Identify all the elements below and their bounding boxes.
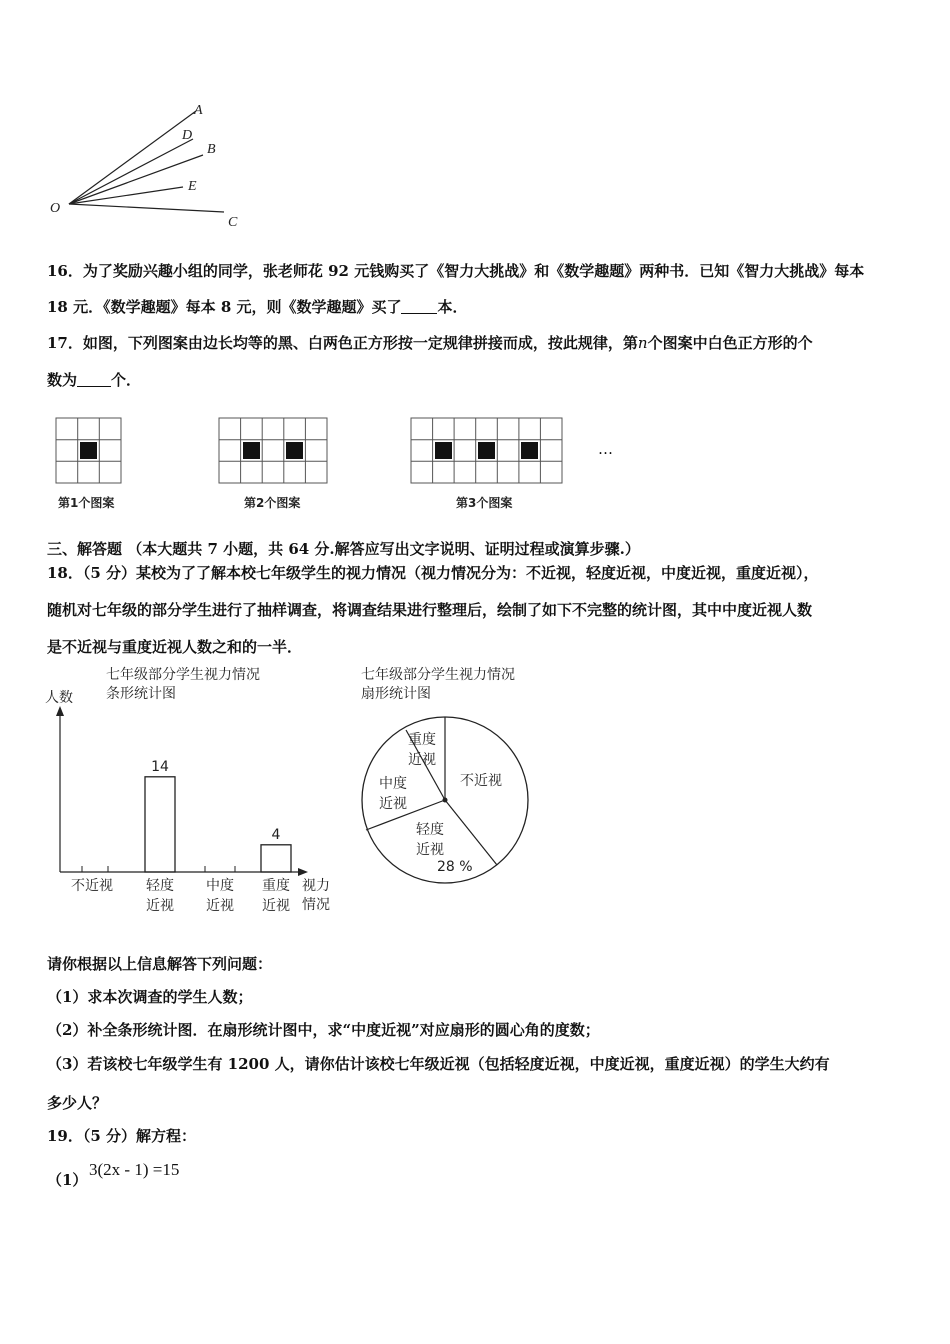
- q17-variable: n: [637, 334, 648, 352]
- bar-chart: [40, 684, 350, 919]
- pie-label-line: 近视: [416, 842, 444, 858]
- pattern-2-caption: 第2个图案: [244, 496, 301, 510]
- bar-chart-y-axis-label: 人数: [45, 690, 73, 706]
- label-d: D: [182, 128, 193, 143]
- pattern-1-caption: 第1个图案: [58, 496, 115, 510]
- q17-line2-before: 数为: [47, 371, 78, 389]
- q18-line1: 18．（5 分）某校为了了解本校七年级学生的视力情况（视力情况分为：不近视，轻度近视，中度近视，重度近视），: [47, 564, 819, 582]
- section3-heading: 三、解答题 （本大题共 7 小题，共 64 分.解答应写出文字说明、证明过程或演算步骤.）: [47, 540, 640, 558]
- bar-4: [261, 845, 291, 872]
- pie-slice-label-qingdu: [416, 821, 448, 858]
- pie-label-line: 中度: [379, 776, 407, 792]
- ray-oc: [69, 204, 224, 212]
- x-axis-label-line: 情况: [302, 897, 330, 913]
- bar-category-label-line: 轻度: [146, 878, 174, 894]
- black-square: [243, 442, 260, 459]
- q19-sub1-label: （1）: [47, 1171, 88, 1189]
- bar-2: [145, 777, 175, 872]
- pie-slice-label-buqinshi: 不近视: [460, 773, 502, 789]
- q18-sub1: （1）求本次调查的学生人数；: [47, 988, 253, 1006]
- pie-label-line: 近视: [379, 796, 407, 812]
- bar-chart-subtitle: 条形统计图: [106, 686, 176, 702]
- bar-category-label-line: 中度: [206, 878, 234, 894]
- black-square: [478, 442, 495, 459]
- pie-label-line: 轻度: [416, 822, 444, 838]
- bar-category-label: [206, 877, 234, 914]
- label-c: C: [228, 215, 238, 230]
- pie-center: [443, 798, 448, 803]
- pie-slice-label-zhongdu-heavy: [408, 731, 440, 768]
- pie-label-line: 近视: [408, 752, 436, 768]
- bar-chart-title-line1: 七年级部分学生视力情况: [106, 667, 260, 683]
- bar-category-label-line: 近视: [262, 898, 290, 914]
- q16-answer-blank[interactable]: [401, 299, 437, 314]
- pie-slice-label-zhongdu: [379, 775, 411, 812]
- pie-chart-subtitle: 扇形统计图: [361, 686, 431, 702]
- pie-label-line: 重度: [408, 732, 436, 748]
- q18-sub3-line1: （3）若该校七年级学生有 1200 人，请你估计该校七年级近视（包括轻度近视，中度近视，重度近视）的学生大约有: [47, 1055, 830, 1073]
- bar-chart-y-arrow: [56, 706, 64, 716]
- bar-category-label-line: 重度: [262, 878, 290, 894]
- black-square: [435, 442, 452, 459]
- x-axis-label-line: 视力: [302, 878, 330, 894]
- q16-line2-after: 本．: [437, 298, 468, 316]
- q17-line1-after: 个图案中白色正方形的个: [647, 334, 813, 352]
- ray-oa: [69, 111, 196, 204]
- bar-chart-x-axis-label: [302, 877, 334, 913]
- q16-line2-before: 18 元．《数学趣题》每本 8 元，则《数学趣题》买了: [47, 298, 402, 316]
- q18-line3: 是不近视与重度近视人数之和的一半．: [47, 638, 303, 656]
- bar-chart-x-arrow: [298, 868, 308, 876]
- black-square: [80, 442, 97, 459]
- bar-value-label: 4: [271, 826, 281, 843]
- angle-figure: [40, 95, 260, 240]
- pattern-ellipsis: …: [598, 440, 613, 458]
- bar-category-label: [262, 877, 290, 914]
- pie-chart: [355, 710, 535, 890]
- q18-prompt: 请你根据以上信息解答下列问题：: [47, 955, 273, 973]
- pie-divider: [445, 800, 497, 865]
- q17-line1: [47, 334, 813, 353]
- q18-line2: 随机对七年级的部分学生进行了抽样调查，将调查结果进行整理后，绘制了如下不完整的统计图，其中中度近视人数: [47, 601, 813, 619]
- pattern-3: [410, 417, 565, 487]
- black-square: [286, 442, 303, 459]
- q17-line2-after: 个．: [111, 371, 142, 389]
- pie-chart-title: [361, 666, 515, 704]
- label-e: E: [188, 179, 197, 194]
- ray-ob: [69, 155, 203, 204]
- bar-category-label: [71, 878, 113, 894]
- pattern-2: [218, 417, 330, 487]
- pattern-1: [55, 417, 125, 487]
- label-b: B: [207, 142, 216, 157]
- bar-category-label-line: 近视: [146, 898, 174, 914]
- pie-slice-percent-qingdu: 28 %: [437, 859, 473, 875]
- pattern-3-caption: 第3个图案: [456, 496, 513, 510]
- q16-line1: 16．为了奖励兴趣小组的同学，张老师花 92 元钱购买了《智力大挑战》和《数学趣题》两种书．已知《智力大挑战》每本: [47, 262, 865, 280]
- label-a: A: [194, 103, 203, 118]
- bar-category-label: [146, 877, 174, 914]
- q19-sub1-equation: 3(2x - 1) =15: [89, 1160, 180, 1179]
- bar-category-label-line: 不近视: [71, 878, 113, 894]
- q17-answer-blank[interactable]: [77, 372, 111, 387]
- q17-line2: [47, 371, 141, 390]
- bar-value-label: 14: [151, 758, 169, 775]
- q18-sub2: （2）补全条形统计图．在扇形统计图中，求“中度近视”对应扇形的圆心角的度数；: [47, 1021, 600, 1039]
- black-square: [521, 442, 538, 459]
- q17-line1-before: 17．如图，下列图案由边长均等的黑、白两色正方形按一定规律拼接而成，按此规律，第: [47, 334, 638, 352]
- q18-sub3-line2: 多少人？: [47, 1094, 108, 1112]
- label-o: O: [50, 201, 61, 216]
- pie-chart-title-line1: 七年级部分学生视力情况: [361, 667, 515, 683]
- q16-line2: [47, 298, 468, 317]
- bar-category-label-line: 近视: [206, 898, 234, 914]
- q19-heading: 19．（5 分）解方程：: [47, 1127, 197, 1145]
